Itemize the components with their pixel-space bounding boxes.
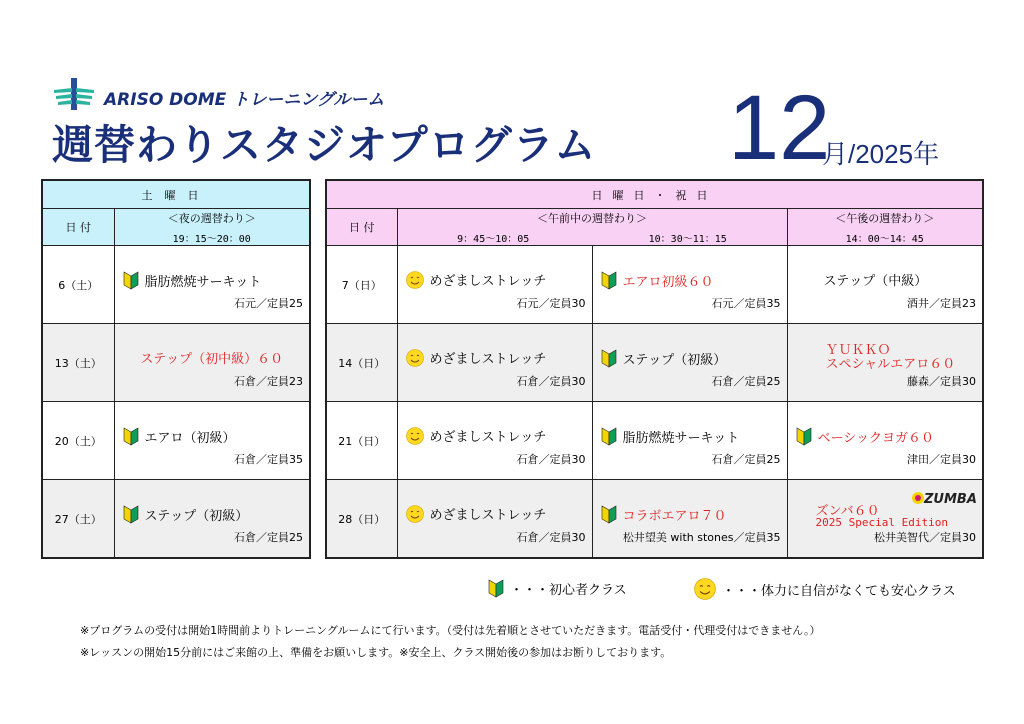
date-column-header: 日 付 <box>326 209 397 246</box>
instructor-capacity: 石倉／定員30 <box>516 453 586 466</box>
date-cell: 21（日） <box>326 402 397 480</box>
instructor-capacity: 津田／定員30 <box>907 453 976 466</box>
class-cell <box>592 246 787 324</box>
month-number: 12 <box>728 77 831 179</box>
smiley-icon <box>406 427 424 445</box>
class-name: ステップ（中級） <box>823 274 928 289</box>
instructor-capacity: 藤森／定員30 <box>907 375 976 388</box>
morning-slot-time-1: 9：45～10：05 <box>457 233 530 245</box>
instructor-capacity: 石倉／定員23 <box>234 375 303 388</box>
date-cell: 13（土） <box>42 324 114 402</box>
beginner-mark-icon <box>123 426 139 446</box>
morning-slot-label: ＜午前中の週替わり＞ <box>537 211 647 225</box>
reception-note: ※プログラムの受付は開始1時間前よりトレーニングルームにて行います。（受付は先着順とさせていただきます。電話受付・代理受付はできません。） <box>80 624 821 637</box>
legend-beginner-text: ・・・初心者クラス <box>510 582 627 598</box>
class-cell <box>787 324 983 402</box>
evening-slot-time: 19：15～20：00 <box>172 233 251 245</box>
class-name: ベーシックヨガ６０ <box>817 430 934 446</box>
date-column-header: 日 付 <box>42 209 114 246</box>
class-edition: 2025 Special Edition <box>815 516 948 529</box>
afternoon-slot-header <box>787 209 983 246</box>
date-cell: 6（土） <box>42 246 114 324</box>
instructor-capacity: 石倉／定員25 <box>711 453 781 466</box>
beginner-mark-icon <box>601 426 617 446</box>
date-cell: 27（土） <box>42 480 114 559</box>
date-cell: 20（土） <box>42 402 114 480</box>
class-cell <box>397 402 592 480</box>
beginner-mark-icon <box>123 270 139 290</box>
class-name: エアロ（初級） <box>144 430 236 446</box>
class-name: ステップ（初中級）６０ <box>140 352 284 367</box>
legend-easy-text: ・・・体力に自信がなくても安心クラス <box>722 583 956 599</box>
beginner-mark-icon <box>601 348 617 368</box>
class-cell <box>397 246 592 324</box>
instructor-capacity: 石倉／定員30 <box>516 531 586 544</box>
saturday-schedule-table <box>41 179 311 559</box>
smiley-icon <box>406 349 424 367</box>
class-cell <box>114 246 310 324</box>
legend-easy <box>694 578 956 600</box>
class-name: ステップ（初級） <box>622 352 727 368</box>
smiley-icon <box>694 578 716 600</box>
beginner-mark-icon <box>796 426 812 446</box>
class-cell <box>114 402 310 480</box>
class-name: 脂肪燃焼サーキット <box>622 430 740 446</box>
morning-slot-time-2: 10：30～11：15 <box>648 233 727 245</box>
afternoon-slot-label: ＜午後の週替わり＞ <box>835 211 935 225</box>
class-cell <box>787 480 983 559</box>
class-name: 脂肪燃焼サーキット <box>144 274 262 290</box>
arrival-note: ※レッスンの開始15分前にはご来館の上、準備をお願いします。※安全上、クラス開始後の参加はお断りしております。 <box>80 646 672 659</box>
smiley-icon <box>406 271 424 289</box>
brand-name: ARISO DOME トレーニングルーム <box>104 90 385 110</box>
class-cell <box>397 480 592 559</box>
class-cell <box>592 324 787 402</box>
beginner-mark-icon <box>601 270 617 290</box>
date-cell: 14（日） <box>326 324 397 402</box>
class-name: ステップ（初級） <box>144 508 249 524</box>
page-title: 週替わりスタジオプログラム <box>52 121 597 169</box>
beginner-mark-icon <box>488 578 504 598</box>
class-name: めざましストレッチ <box>429 430 547 445</box>
instructor-capacity: 石元／定員35 <box>711 297 781 310</box>
ariso-dome-logo-icon <box>52 78 96 110</box>
morning-slot-header <box>397 209 787 246</box>
instructor-capacity: 石倉／定員25 <box>234 531 303 544</box>
class-name: エアロ初級６０ <box>622 274 714 290</box>
legend-beginner <box>488 578 627 598</box>
instructor-capacity: 松井望美 with stones／定員35 <box>622 531 781 544</box>
class-name: コラボエアロ７０ <box>622 508 727 524</box>
class-cell <box>397 324 592 402</box>
date-cell: 28（日） <box>326 480 397 559</box>
class-cell <box>114 324 310 402</box>
class-name: めざましストレッチ <box>429 352 547 367</box>
instructor-capacity: 松井美智代／定員30 <box>874 531 976 544</box>
class-cell <box>787 246 983 324</box>
instructor-capacity: 石元／定員25 <box>234 297 303 310</box>
saturday-heading: 土曜日 <box>42 180 310 209</box>
class-name: めざましストレッチ <box>429 274 547 289</box>
instructor-capacity: 酒井／定員23 <box>907 297 976 310</box>
beginner-mark-icon <box>123 504 139 524</box>
sunday-heading: 日曜日・祝日 <box>326 180 983 209</box>
sunday-holiday-schedule-table <box>325 179 984 559</box>
instructor-capacity: 石元／定員30 <box>516 297 586 310</box>
class-name: めざましストレッチ <box>429 508 547 523</box>
instructor-capacity: 石倉／定員25 <box>711 375 781 388</box>
class-cell <box>592 480 787 559</box>
afternoon-slot-time: 14：00～14：45 <box>845 233 924 245</box>
evening-slot-header <box>114 209 310 246</box>
class-cell <box>114 480 310 559</box>
zumba-logo-text: ZUMBA <box>924 492 977 507</box>
class-name: ズンバ６０ <box>815 504 880 519</box>
smiley-icon <box>406 505 424 523</box>
class-cell <box>787 402 983 480</box>
class-cell <box>592 402 787 480</box>
instructor-capacity: 石倉／定員35 <box>234 453 303 466</box>
class-name-line-1: ＹＵＫＫＯ <box>825 343 891 358</box>
beginner-mark-icon <box>601 504 617 524</box>
evening-slot-label: ＜夜の週替わり＞ <box>167 211 256 225</box>
class-name-line-2: スペシャルエアロ６０ <box>825 357 956 372</box>
instructor-capacity: 石倉／定員30 <box>516 375 586 388</box>
month-year-label: 月/2025年 <box>822 139 940 169</box>
zumba-logo-icon <box>910 488 977 510</box>
date-cell: 7（日） <box>326 246 397 324</box>
